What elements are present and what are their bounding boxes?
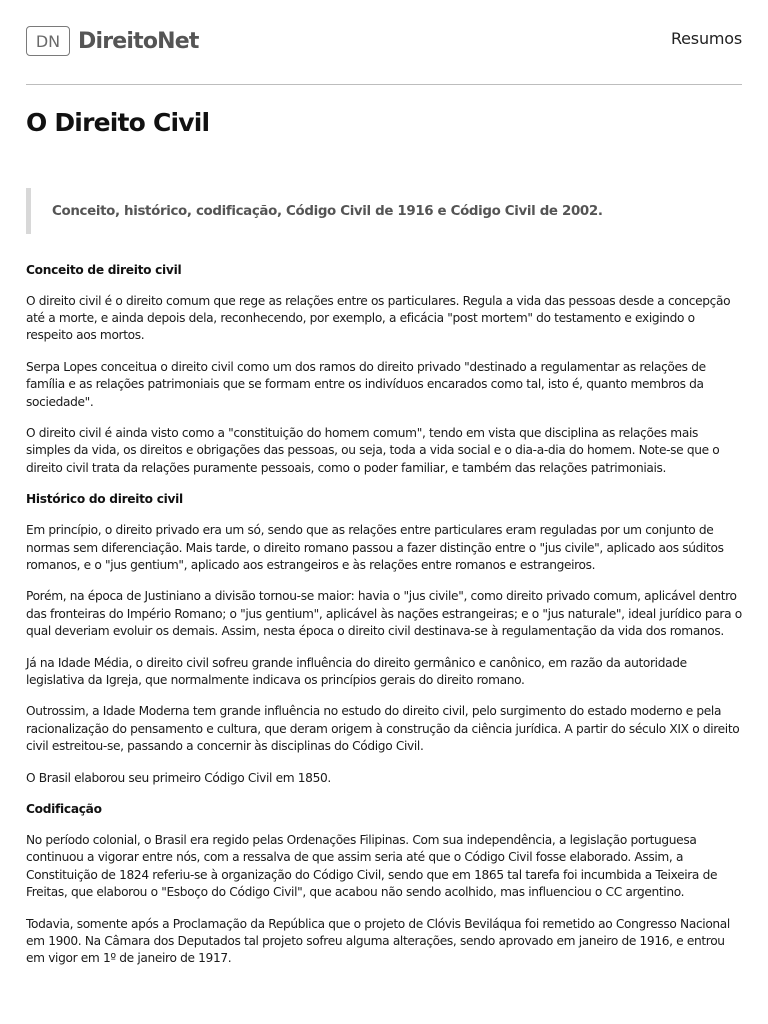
page-title: O Direito Civil bbox=[26, 108, 210, 137]
paragraph: O Brasil elaborou seu primeiro Código Civil em 1850. bbox=[26, 770, 331, 785]
paragraph: Em princípio, o direito privado era um só, sendo que as relações entre particulares eram reguladas por um conjunto de normas sem diferenciação. Mais tarde, o direito romano passou a fazer distinção entre o "jus civile", aplicado aos súditos romanos, e o "jus gentium", aplicado aos estrangeiros e às relações entre romanos e estrangeiros. bbox=[26, 523, 724, 572]
article-lead bbox=[26, 188, 742, 234]
paragraph: No período colonial, o Brasil era regido pelas Ordenações Filipinas. Com sua independência, a legislação portuguesa continuou a vigorar entre nós, com a ressalva de que assim seria até que o Código Civil fosse elaborado. Assim, a Constituição de 1824 referiu-se à organização do Código Civil, sendo que em 1865 tal tarefa foi incumbida a Teixeira de Freitas, que elaborou o "Esboço do Código Civil", que acabou não sendo acolhido, mas influenciou o CC argentino. bbox=[26, 833, 718, 899]
section-heading: Codificação bbox=[26, 802, 102, 817]
paragraph: Outrossim, a Idade Moderna tem grande influência no estudo do direito civil, pelo surgimento do estado moderno e pela racionalização do pensamento e cultura, que deram origem à construção da ciência jurídica. A partir do século XIX o direito civil estreitou-se, passando a concernir às disciplinas do Código Civil. bbox=[26, 704, 740, 753]
paragraph: O direito civil é ainda visto como a "constituição do homem comum", tendo em vista que disciplina as relações mais simples da vida, os direitos e obrigações das pessoas, ou seja, toda a vida social e o dia-a-dia do homem. Note-se que o direito civil trata da relações puramente pessoais, como o poder familiar, e também das relações patrimoniais. bbox=[26, 426, 720, 475]
section-heading: Conceito de direito civil bbox=[26, 263, 182, 277]
paragraph: Todavia, somente após a Proclamação da República que o projeto de Clóvis Beviláqua foi remetido ao Congresso Nacional em 1900. Na Câmara dos Deputados tal projeto sofreu alguma alterações, sendo aprovado em janeiro de 1916, e entrou em vigor em 1º de janeiro de 1917. bbox=[26, 916, 730, 965]
paragraph: Serpa Lopes conceitua o direito civil como um dos ramos do direito privado "destinado a regulamentar as relações de família e as relações patrimoniais que se formam entre os indivíduos encarados como tal, isto é, quanto membros da sociedade". bbox=[26, 360, 706, 409]
nav-link-resumos[interactable]: Resumos bbox=[670, 29, 742, 48]
article-body bbox=[26, 262, 742, 982]
logo-mark: DN bbox=[26, 26, 70, 56]
paragraph: Já na Idade Média, o direito civil sofreu grande influência do direito germânico e canônico, em razão da autoridade legislativa da Igreja, que normalmente indicava os princípios gerais do direito romano. bbox=[26, 655, 687, 687]
site-logo[interactable] bbox=[26, 26, 199, 56]
paragraph: O direito civil é o direito comum que rege as relações entre os particulares. Regula a vida das pessoas desde a concepção até a morte, e ainda depois dela, reconhecendo, por exemplo, a eficácia "post mortem" do testamento e exigindo o respeito aos mortos. bbox=[26, 294, 731, 343]
paragraph: Porém, na época de Justiniano a divisão tornou-se maior: havia o "jus civile", como direito privado comum, aplicável dentro das fronteiras do Império Romano; o "jus gentium", aplicável às nações estrangeiras; e o "jus naturale", ideal jurídico para o qual deveriam evoluir os demais. Assim, nesta época o direito civil destinava-se à regulamentação da vida dos romanos. bbox=[26, 589, 742, 638]
header-divider bbox=[26, 84, 742, 85]
section-heading: Histórico do direito civil bbox=[26, 492, 183, 507]
logo-text: DireitoNet bbox=[78, 28, 199, 54]
lead-text: Conceito, histórico, codificação, Código Civil de 1916 e Código Civil de 2002. bbox=[52, 203, 603, 219]
site-header bbox=[26, 26, 742, 58]
